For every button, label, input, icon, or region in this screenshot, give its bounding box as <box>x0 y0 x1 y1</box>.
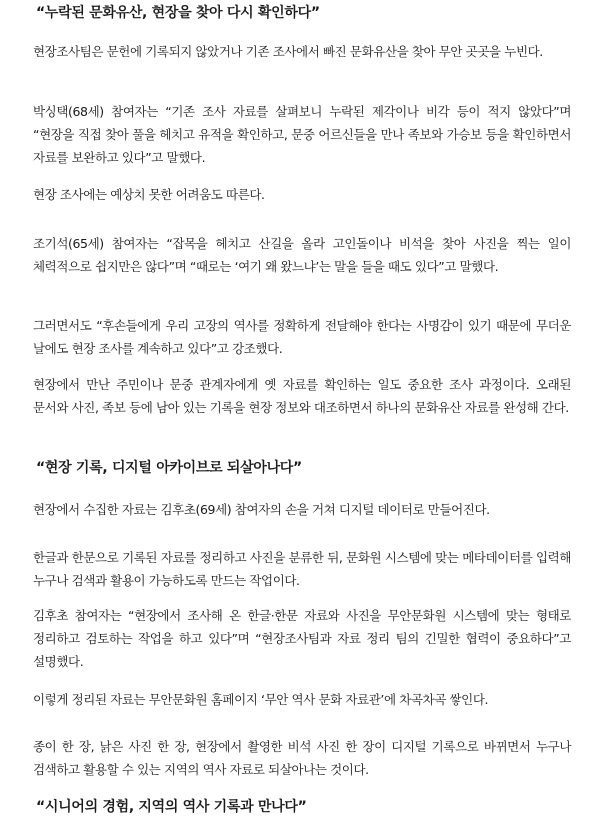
paragraph-2-4: 이렇게 정리된 자료는 무안문화원 홈페이지 ‘무안 역사 문화 자료관’에 차곡차곡 쌓인다. <box>33 692 489 707</box>
paragraph-2-3: 김후초 참여자는 “현장에서 조사해 온 한글·한문 자료와 사진을 무안문화원 시스템에 맞는 형태로 정리하고 검토하는 작업을 하고 있다”며 “현장조사팀과 자료 정리 팀의 긴밀한 협력이 중요하다”고 설명했다. <box>33 608 571 669</box>
paragraph-1-5: 그러면서도 “후손들에게 우리 고장의 역사를 정확하게 전달해야 한다는 사명감이 있기 때문에 무더운 날에도 현장 조사를 계속하고 있다”고 강조했다. <box>33 318 571 356</box>
paragraph-2-2: 한글과 한문으로 기록된 자료를 정리하고 사진을 분류한 뒤, 문화원 시스템에 맞는 메타데이터를 입력해 누구나 검색과 활용이 가능하도록 만드는 작업이다. <box>33 550 571 588</box>
paragraph-2-5: 종이 한 장, 낡은 사진 한 장, 현장에서 촬영한 비석 사진 한 장이 디지털 기록으로 바뀌면서 누구나 검색하고 활용할 수 있는 지역의 역사 자료로 되살아나는 것이다. <box>33 739 571 777</box>
paragraph-2-1: 현장에서 수집한 자료는 김후초(69세) 참여자의 손을 거쳐 디지털 데이터로 만들어진다. <box>33 502 490 517</box>
section-heading-1: “누락된 문화유산, 현장을 찾아 다시 확인하다” <box>36 5 320 21</box>
paragraph-1-4: 조기석(65세) 참여자는 “잡목을 헤치고 산길을 올라 고인돌이나 비석을 찾아 사진을 찍는 일이 체력적으로 쉽지만은 않다”며 “때로는 ‘여기 왜 왔느냐’는 말을 들을 때도 있다”고 말했다. <box>33 236 571 274</box>
paragraph-1-3: 현장 조사에는 예상치 못한 어려움도 따른다. <box>33 187 265 202</box>
paragraph-1-6: 현장에서 만난 주민이나 문중 관계자에게 옛 자료를 확인하는 일도 중요한 조사 과정이다. 오래된 문서와 사진, 족보 등에 남아 있는 기록을 현장 정보와 대조하면서 하나의 문화유산 자료를 완성해 간다. <box>33 377 571 415</box>
section-heading-2: “현장 기록, 디지털 아카이브로 되살아나다” <box>36 460 302 476</box>
paragraph-1-1: 현장조사팀은 문헌에 기록되지 않았거나 기존 조사에서 빠진 문화유산을 찾아 무안 곳곳을 누빈다. <box>33 44 543 59</box>
section-heading-3: “시니어의 경험, 지역의 역사 기록과 만나다” <box>36 799 307 815</box>
paragraph-1-2: 박싱택(68세) 참여자는 “기존 조사 자료를 살펴보니 누락된 제각이나 비각 등이 적지 않았다”며 “현장을 직접 찾아 풀을 헤치고 유적을 확인하고, 문중 어르신들을 만나 족보와 가승보 등을 확인하면서 자료를 보완하고 있다”고 말했다. <box>33 104 571 165</box>
